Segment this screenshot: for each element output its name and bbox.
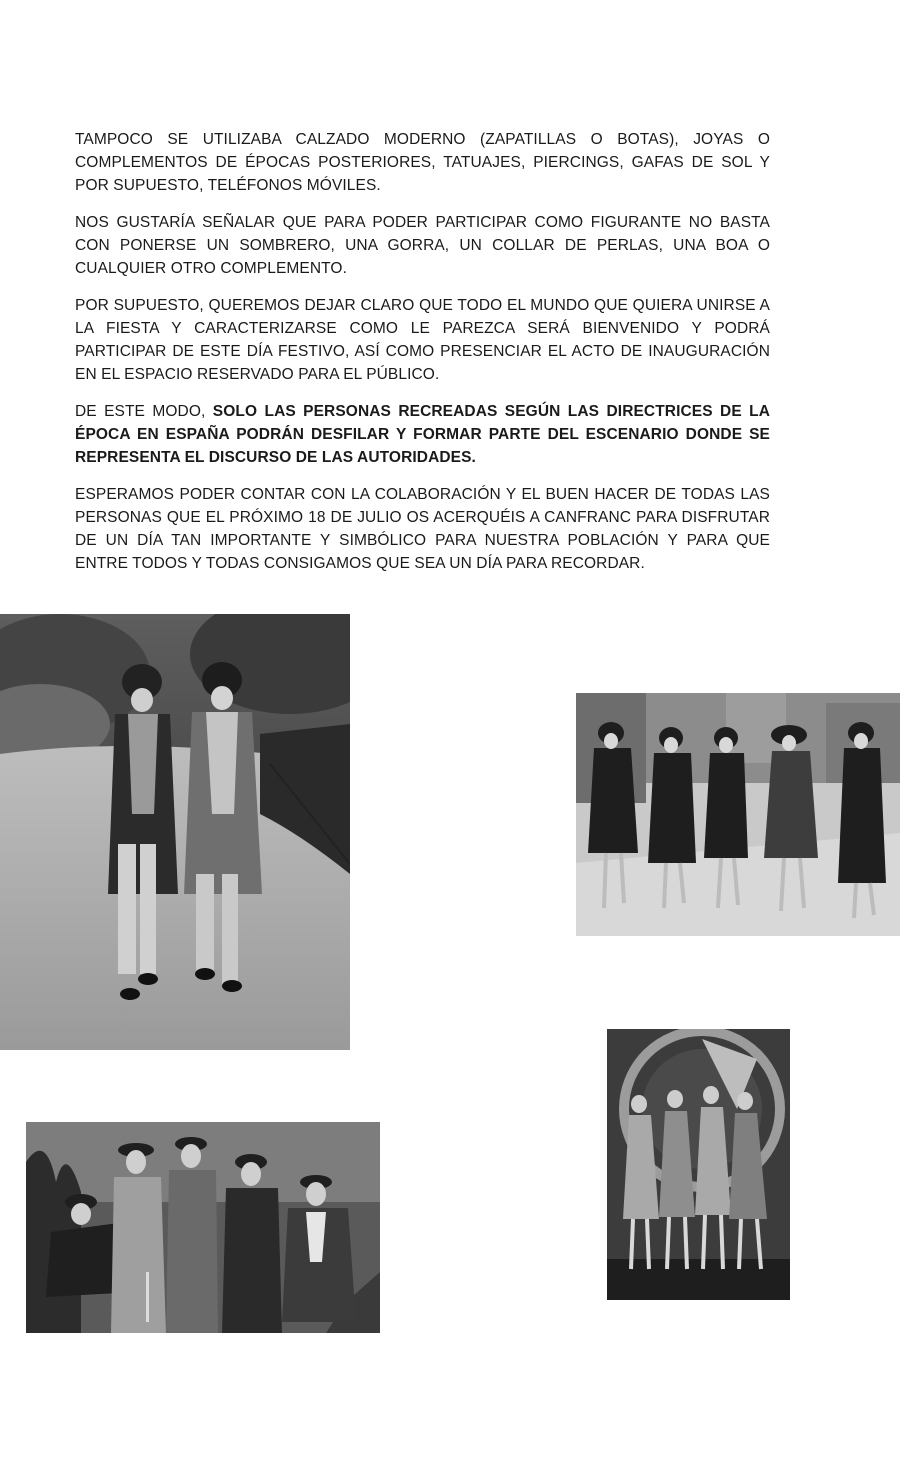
paragraph-extras-requirement: NOS GUSTARÍA SEÑALAR QUE PARA PODER PARTICIPAR COMO FIGURANTE NO BASTA CON PONERSE UN SOMBRERO, UNA GORRA, UN COLLAR DE PERLAS, UNA BOA O CUALQUIER OTRO COMPLEMENTO.	[75, 214, 770, 277]
photo-two-women-walking	[0, 614, 350, 1050]
paragraph-parade-bold: SOLO LAS PERSONAS RECREADAS SEGÚN LAS DIRECTRICES DE LA ÉPOCA EN ESPAÑA PODRÁN DESFILAR Y FORMAR PARTE DEL ESCENARIO DONDE SE REPRESENTA EL DISCURSO DE LAS AUTORIDADES.	[75, 403, 771, 466]
photo-five-men-hats	[26, 1122, 380, 1333]
paragraph-everyone-welcome: POR SUPUESTO, QUEREMOS DEJAR CLARO QUE TODO EL MUNDO QUE QUIERA UNIRSE A LA FIESTA Y CARACTERIZARSE COMO LE PAREZCA SERÁ BIENVENIDO Y PODRÁ PARTICIPAR DE ESTE DÍA FESTIVO, ASÍ COMO PRESENCIAR EL ACTO DE INAUGURACIÓN EN EL ESPACIO RESERVADO PARA EL PÚBLICO.	[75, 297, 770, 383]
photo-five-flapper-women	[576, 693, 900, 936]
paragraph-parade-lead: DE ESTE MODO,	[75, 403, 213, 420]
paragraph-modern-items: TAMPOCO SE UTILIZABA CALZADO MODERNO (ZAPATILLAS O BOTAS), JOYAS O COMPLEMENTOS DE ÉPOCAS POSTERIORES, TATUAJES, PIERCINGS, GAFAS DE SOL Y POR SUPUESTO, TELÉFONOS MÓVILES.	[75, 131, 770, 194]
photo-four-dancers-stage	[607, 1029, 790, 1300]
paragraph-closing: ESPERAMOS PODER CONTAR CON LA COLABORACIÓN Y EL BUEN HACER DE TODAS LAS PERSONAS QUE EL PRÓXIMO 18 DE JULIO OS ACERQUÉIS A CANFRANC PARA DISFRUTAR DE UN DÍA TAN IMPORTANTE Y SIMBÓLICO PARA NUESTRA POBLACIÓN Y PARA QUE ENTRE TODOS Y TODAS CONSIGAMOS QUE SEA UN DÍA PARA RECORDAR.	[75, 486, 770, 572]
paragraph-parade-rule	[75, 400, 770, 469]
body-text	[75, 128, 770, 589]
